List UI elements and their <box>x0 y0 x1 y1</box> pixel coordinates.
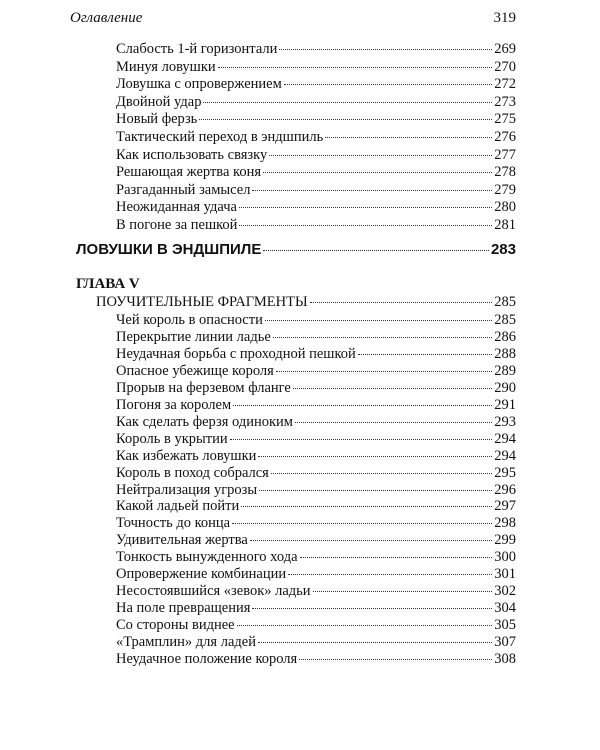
toc-entry[interactable] <box>116 413 516 431</box>
toc-entry-title: Опровержение комбинации <box>116 566 287 583</box>
toc-entry-page: 300 <box>494 549 516 566</box>
toc-entry-title: Удивительная жертва <box>116 532 248 549</box>
toc-entry-title: Прорыв на ферзевом фланге <box>116 379 291 396</box>
toc-entry-title: Чей король в опасности <box>116 312 263 328</box>
toc-entry-page: 294 <box>494 430 516 447</box>
toc-entry-title: Опасное убежище короля <box>116 362 274 379</box>
page-number: 319 <box>493 10 516 26</box>
toc-entry-page: 273 <box>494 93 516 110</box>
dot-leader <box>241 506 492 507</box>
toc-entry[interactable] <box>116 198 516 216</box>
toc-entry-title: На поле превращения <box>116 600 251 617</box>
dot-leader <box>250 540 492 541</box>
toc-entry[interactable] <box>116 430 516 448</box>
dot-leader <box>203 102 492 103</box>
toc-entry-title: Точность до конца <box>116 515 231 532</box>
toc-entry-title: ПОУЧИТЕЛЬНЫЕ ФРАГМЕНТЫ <box>96 294 308 310</box>
toc-entry[interactable] <box>116 146 516 164</box>
toc-entry-page: 289 <box>494 362 516 379</box>
dot-leader <box>288 574 492 575</box>
toc-entry-title: Двойной удар <box>116 93 202 110</box>
toc-entry-title: Какой ладьей пойти <box>116 498 240 515</box>
running-head <box>70 10 516 30</box>
toc-entry-page: 297 <box>494 498 516 515</box>
dot-leader <box>293 388 492 389</box>
dot-leader <box>358 354 492 355</box>
toc-entry[interactable] <box>116 110 516 128</box>
dot-leader <box>239 207 492 208</box>
toc-entry-page: 295 <box>494 464 516 481</box>
dot-leader <box>310 302 493 303</box>
toc-entry-page: 280 <box>494 199 516 216</box>
toc-entry-title: Перекрытие линии ладье <box>116 328 271 345</box>
toc-entry-page: 277 <box>494 146 516 163</box>
running-head-title: Оглавление <box>70 10 143 26</box>
toc-entry-title: Ловушка с опровержением <box>116 76 282 93</box>
dot-leader <box>300 557 493 558</box>
toc-entry-title: Со стороны виднее <box>116 617 235 634</box>
toc-entry[interactable] <box>116 531 516 549</box>
toc-entry-title: Новый ферзь <box>116 111 198 128</box>
toc-entry[interactable] <box>116 328 516 346</box>
toc-entry-page: 270 <box>494 58 516 75</box>
toc-entry[interactable] <box>116 181 516 199</box>
toc-entry-page: 288 <box>494 345 516 362</box>
dot-leader <box>258 456 492 457</box>
toc-entry[interactable] <box>116 497 516 515</box>
toc-entry[interactable] <box>96 293 516 311</box>
toc-entry-page: 279 <box>494 181 516 198</box>
toc-entry[interactable] <box>116 548 516 566</box>
dot-leader <box>263 250 489 251</box>
toc-entry-title: Неудачная борьба с проходной пешкой <box>116 345 356 362</box>
toc-entry-title: Как избежать ловушки <box>116 447 257 464</box>
toc-entry[interactable] <box>116 599 516 617</box>
dot-leader <box>265 320 492 321</box>
dot-leader <box>230 439 493 440</box>
dot-leader <box>199 119 492 120</box>
dot-leader <box>252 608 492 609</box>
dot-leader <box>313 591 493 592</box>
dot-leader <box>239 225 492 226</box>
toc-entry-title: Тактический переход в эндшпиль <box>116 129 324 145</box>
toc-entry[interactable] <box>116 650 516 668</box>
toc-entry[interactable] <box>116 464 516 482</box>
toc-entry-title: Как сделать ферзя одиноким <box>116 413 293 430</box>
toc-entry[interactable] <box>116 362 516 380</box>
dot-leader <box>237 625 493 626</box>
toc-entry-page: 290 <box>494 379 516 396</box>
toc-entry-page: 296 <box>494 481 516 498</box>
toc-entry-title: Король в укрытии <box>116 430 228 447</box>
toc-entry-page: 272 <box>494 76 516 93</box>
toc-entry[interactable] <box>116 93 516 111</box>
toc-entry-page: 291 <box>494 396 516 413</box>
toc-entry-page: 285 <box>494 294 516 310</box>
toc-entry-title: Решающая жертва коня <box>116 164 261 181</box>
toc-entry[interactable] <box>116 481 516 499</box>
toc-entry[interactable] <box>76 241 516 259</box>
toc-entry-page: 283 <box>490 241 516 258</box>
toc-entry-page: 308 <box>494 651 516 667</box>
dot-leader <box>276 371 492 372</box>
toc-entry-page: 299 <box>494 532 516 549</box>
toc-entry-title: «Трамплин» для ладей <box>116 634 256 651</box>
toc-entry-title: В погоне за пешкой <box>116 217 238 233</box>
dot-leader <box>269 155 492 156</box>
toc-entry[interactable] <box>116 58 516 76</box>
dot-leader <box>299 659 492 660</box>
toc-entry-title: Нейтрализация угрозы <box>116 481 258 498</box>
dot-leader <box>284 84 492 85</box>
toc-entry-title: Минуя ловушки <box>116 58 216 75</box>
toc-entry[interactable] <box>116 582 516 600</box>
toc-entry-page: 276 <box>494 129 516 145</box>
toc-entry-title: Погоня за королем <box>116 396 232 413</box>
dot-leader <box>325 137 492 138</box>
toc-entry-title: Разгаданный замысел <box>116 181 251 198</box>
dot-leader <box>273 337 492 338</box>
dot-leader <box>279 49 492 50</box>
dot-leader <box>271 473 492 474</box>
dot-leader <box>252 190 492 191</box>
toc-entry-page: 304 <box>494 600 516 617</box>
toc-entry-page: 281 <box>494 217 516 233</box>
toc-entry-page: 305 <box>494 617 516 634</box>
toc-entry-title: Как использовать связку <box>116 146 268 163</box>
toc-entry-page: 285 <box>494 312 516 328</box>
toc-entry-title: ЛОВУШКИ В ЭНДШПИЛЕ <box>76 241 262 258</box>
toc-entry[interactable] <box>116 40 516 58</box>
dot-leader <box>259 490 492 491</box>
toc-entry[interactable] <box>116 163 516 181</box>
toc-entry[interactable] <box>116 616 516 634</box>
toc-entry-page: 275 <box>494 111 516 128</box>
dot-leader <box>233 405 492 406</box>
dot-leader <box>218 67 493 68</box>
toc-entry-page: 301 <box>494 566 516 583</box>
toc-entry-page: 286 <box>494 328 516 345</box>
toc-entry[interactable] <box>116 633 516 651</box>
toc-entry-title: Слабость 1-й горизонтали <box>116 41 278 57</box>
toc-entry-title: Неожиданная удача <box>116 199 237 216</box>
chapter-title: ГЛАВА V <box>76 276 140 292</box>
toc-entry[interactable] <box>116 514 516 532</box>
toc-entry[interactable] <box>116 128 516 146</box>
toc-entry[interactable] <box>116 216 516 234</box>
toc-entry-page: 278 <box>494 164 516 181</box>
toc-entry-page: 307 <box>494 634 516 651</box>
toc-entry-page: 293 <box>494 413 516 430</box>
toc-entry[interactable] <box>116 75 516 93</box>
toc-entry[interactable] <box>116 311 516 329</box>
toc-entry-page: 302 <box>494 583 516 600</box>
dot-leader <box>263 172 492 173</box>
toc-entry-page: 294 <box>494 447 516 464</box>
toc-entry-page: 269 <box>494 41 516 57</box>
toc-entry-title: Несостоявшийся «зевок» ладьи <box>116 583 311 600</box>
toc-entry[interactable] <box>116 345 516 363</box>
toc-entry[interactable] <box>116 379 516 397</box>
toc-entry[interactable] <box>116 447 516 465</box>
dot-leader <box>232 523 492 524</box>
dot-leader <box>258 642 492 643</box>
dot-leader <box>295 422 492 423</box>
toc-entry-title: Тонкость вынужденного хода <box>116 549 298 566</box>
toc-entry[interactable] <box>116 565 516 583</box>
toc-entry-title: Король в поход собрался <box>116 464 269 481</box>
toc-entry-title: Неудачное положение короля <box>116 651 298 667</box>
toc-entry-page: 298 <box>494 515 516 532</box>
toc-entry[interactable] <box>116 396 516 414</box>
